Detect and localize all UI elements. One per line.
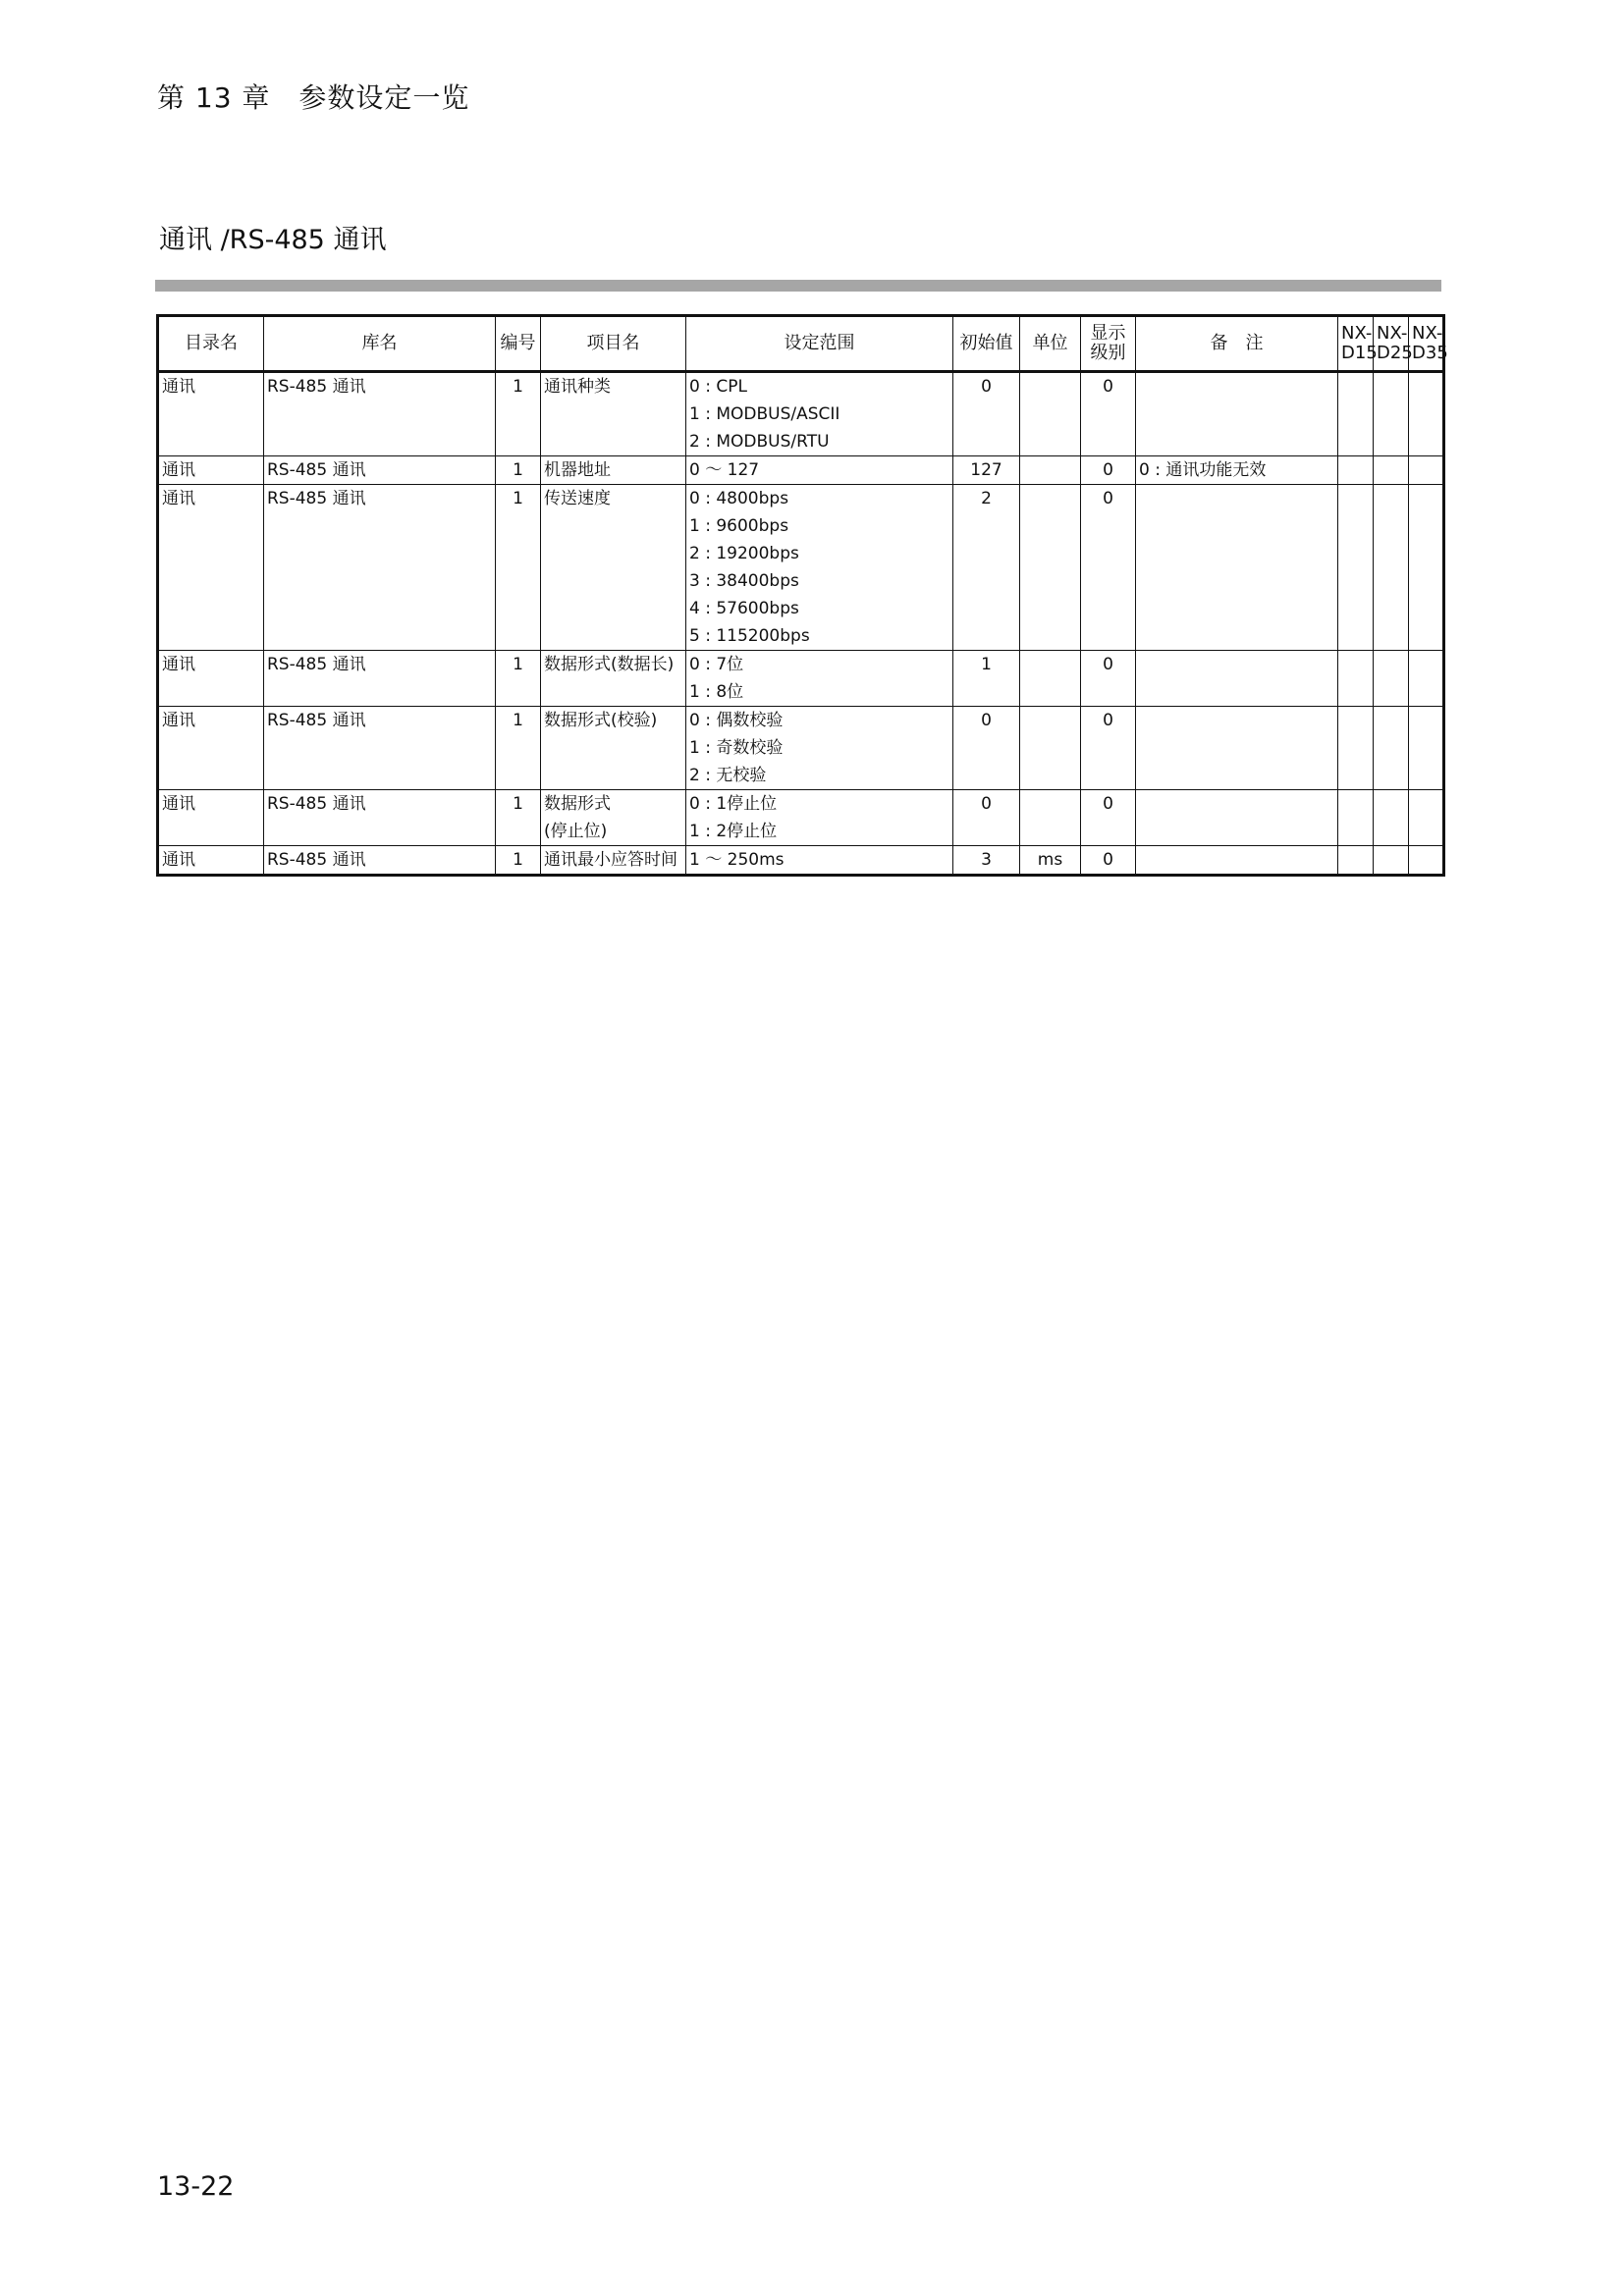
cell-category: 通讯 xyxy=(158,456,264,485)
cell-model-d25 xyxy=(1374,485,1409,651)
cell-model-d25 xyxy=(1374,651,1409,707)
cell-display-level: 0 xyxy=(1081,372,1136,456)
cell-bank: RS-485 通讯 xyxy=(264,707,496,790)
table-row xyxy=(158,372,1444,456)
cell-model-d35 xyxy=(1409,707,1444,790)
cell-number: 1 xyxy=(496,651,541,707)
cell-range-line: 1 : MODBUS/ASCII xyxy=(689,404,840,424)
section-title: 通讯 /RS-485 通讯 xyxy=(159,225,387,255)
cell-range xyxy=(686,485,953,651)
cell-display-level: 0 xyxy=(1081,707,1136,790)
cell-display-level: 0 xyxy=(1081,846,1136,876)
cell-range-line: 5 : 115200bps xyxy=(689,626,810,646)
header-model-d35-line1: NX- xyxy=(1412,323,1443,344)
header-number: 编号 xyxy=(496,316,541,372)
header-model-d15 xyxy=(1338,316,1378,372)
cell-model-d15 xyxy=(1338,651,1374,707)
header-range: 设定范围 xyxy=(686,316,953,372)
cell-remarks xyxy=(1136,790,1338,846)
cell-unit: ms xyxy=(1020,846,1081,876)
cell-model-d15 xyxy=(1338,372,1374,456)
parameter-table xyxy=(156,314,1448,877)
cell-range-line: 0 : 7位 xyxy=(689,655,744,674)
header-remarks: 备 注 xyxy=(1136,316,1338,372)
cell-range-line: 2 : 无校验 xyxy=(689,766,767,785)
header-model-d15-line1: NX- xyxy=(1341,323,1373,344)
cell-model-d25 xyxy=(1374,372,1409,456)
cell-display-level: 0 xyxy=(1081,456,1136,485)
cell-number: 1 xyxy=(496,846,541,876)
cell-model-d25 xyxy=(1374,790,1409,846)
cell-item xyxy=(541,372,686,456)
cell-category: 通讯 xyxy=(158,485,264,651)
header-model-d15-line2: D15 xyxy=(1341,343,1378,363)
table-row xyxy=(158,790,1444,846)
cell-initial: 0 xyxy=(953,707,1020,790)
cell-item-line: 数据形式 xyxy=(544,794,611,814)
cell-bank: RS-485 通讯 xyxy=(264,372,496,456)
cell-number: 1 xyxy=(496,485,541,651)
cell-remarks xyxy=(1136,846,1338,876)
cell-display-level: 0 xyxy=(1081,485,1136,651)
cell-initial: 0 xyxy=(953,790,1020,846)
cell-category: 通讯 xyxy=(158,790,264,846)
header-display-level-line1: 显示 xyxy=(1090,323,1126,344)
cell-range xyxy=(686,651,953,707)
cell-item xyxy=(541,707,686,790)
header-display-level xyxy=(1081,316,1136,372)
cell-range-line: 1 ～ 250ms xyxy=(689,850,785,870)
cell-remarks xyxy=(1136,485,1338,651)
cell-item-line: 通讯最小应答时间 xyxy=(544,850,677,870)
cell-item-line: 数据形式(校验) xyxy=(544,711,658,730)
cell-remarks xyxy=(1136,707,1338,790)
cell-number: 1 xyxy=(496,372,541,456)
cell-remarks xyxy=(1136,372,1338,456)
cell-model-d35 xyxy=(1409,790,1444,846)
cell-model-d35 xyxy=(1409,372,1444,456)
header-model-d25-line2: D25 xyxy=(1377,343,1413,363)
cell-item-line: 通讯种类 xyxy=(544,377,611,397)
cell-item xyxy=(541,651,686,707)
cell-model-d35 xyxy=(1409,651,1444,707)
cell-remarks: 0 : 通讯功能无效 xyxy=(1136,456,1338,485)
cell-item xyxy=(541,485,686,651)
table-row xyxy=(158,456,1444,485)
cell-model-d25 xyxy=(1374,846,1409,876)
cell-range-line: 0 : 4800bps xyxy=(689,489,789,508)
cell-unit xyxy=(1020,707,1081,790)
cell-number: 1 xyxy=(496,707,541,790)
cell-remarks xyxy=(1136,651,1338,707)
cell-display-level: 0 xyxy=(1081,651,1136,707)
cell-range-line: 0 : 偶数校验 xyxy=(689,711,784,730)
table-header-row xyxy=(158,316,1444,372)
table-row xyxy=(158,651,1444,707)
cell-item xyxy=(541,846,686,876)
cell-number: 1 xyxy=(496,456,541,485)
cell-category: 通讯 xyxy=(158,846,264,876)
cell-model-d35 xyxy=(1409,456,1444,485)
cell-range xyxy=(686,707,953,790)
header-bank: 库名 xyxy=(264,316,496,372)
cell-display-level: 0 xyxy=(1081,790,1136,846)
cell-model-d15 xyxy=(1338,456,1374,485)
cell-unit xyxy=(1020,790,1081,846)
cell-bank: RS-485 通讯 xyxy=(264,456,496,485)
cell-item-line: 数据形式(数据长) xyxy=(544,655,675,674)
cell-unit xyxy=(1020,372,1081,456)
cell-model-d35 xyxy=(1409,846,1444,876)
header-model-d35-line2: D35 xyxy=(1412,343,1448,363)
cell-range-line: 0 : CPL xyxy=(689,377,747,397)
cell-item-line: 传送速度 xyxy=(544,489,611,508)
cell-initial: 1 xyxy=(953,651,1020,707)
cell-bank: RS-485 通讯 xyxy=(264,485,496,651)
cell-item xyxy=(541,790,686,846)
cell-range xyxy=(686,846,953,876)
cell-initial: 3 xyxy=(953,846,1020,876)
table-row xyxy=(158,846,1444,876)
cell-model-d25 xyxy=(1374,707,1409,790)
cell-category: 通讯 xyxy=(158,707,264,790)
header-model-d25-line1: NX- xyxy=(1377,323,1408,344)
cell-model-d15 xyxy=(1338,707,1374,790)
cell-range-line: 1 : 9600bps xyxy=(689,516,789,536)
cell-item-line: (停止位) xyxy=(544,822,608,841)
cell-range-line: 3 : 38400bps xyxy=(689,571,799,591)
cell-initial: 2 xyxy=(953,485,1020,651)
header-unit: 单位 xyxy=(1020,316,1081,372)
cell-bank: RS-485 通讯 xyxy=(264,790,496,846)
table-row xyxy=(158,485,1444,651)
table-row xyxy=(158,707,1444,790)
header-category: 目录名 xyxy=(158,316,264,372)
cell-range-line: 2 : 19200bps xyxy=(689,544,799,563)
cell-range-line: 4 : 57600bps xyxy=(689,599,799,618)
header-model-d25 xyxy=(1374,316,1413,372)
header-initial: 初始值 xyxy=(953,316,1020,372)
cell-model-d15 xyxy=(1338,485,1374,651)
header-item: 项目名 xyxy=(541,316,686,372)
chapter-header: 第 13 章 参数设定一览 xyxy=(157,81,470,114)
cell-model-d15 xyxy=(1338,790,1374,846)
cell-range-line: 1 : 奇数校验 xyxy=(689,738,784,758)
cell-range-line: 0 : 1停止位 xyxy=(689,794,778,814)
cell-number: 1 xyxy=(496,790,541,846)
cell-range xyxy=(686,372,953,456)
cell-range-line: 1 : 8位 xyxy=(689,682,744,702)
header-display-level-line2: 级别 xyxy=(1090,343,1126,363)
cell-unit xyxy=(1020,485,1081,651)
cell-unit xyxy=(1020,651,1081,707)
cell-item xyxy=(541,456,686,485)
table-body xyxy=(158,372,1444,876)
cell-category: 通讯 xyxy=(158,651,264,707)
cell-initial: 0 xyxy=(953,372,1020,456)
cell-initial: 127 xyxy=(953,456,1020,485)
cell-model-d15 xyxy=(1338,846,1374,876)
cell-range-line: 1 : 2停止位 xyxy=(689,822,778,841)
cell-range-line: 0 ～ 127 xyxy=(689,460,760,480)
cell-unit xyxy=(1020,456,1081,485)
cell-category: 通讯 xyxy=(158,372,264,456)
header-model-d35 xyxy=(1409,316,1448,372)
page-number: 13-22 xyxy=(157,2171,235,2202)
cell-model-d25 xyxy=(1374,456,1409,485)
cell-item-line: 机器地址 xyxy=(544,460,611,480)
cell-model-d35 xyxy=(1409,485,1444,651)
cell-bank: RS-485 通讯 xyxy=(264,846,496,876)
cell-range xyxy=(686,456,953,485)
section-divider xyxy=(155,280,1441,292)
cell-bank: RS-485 通讯 xyxy=(264,651,496,707)
cell-range-line: 2 : MODBUS/RTU xyxy=(689,432,830,452)
cell-range xyxy=(686,790,953,846)
